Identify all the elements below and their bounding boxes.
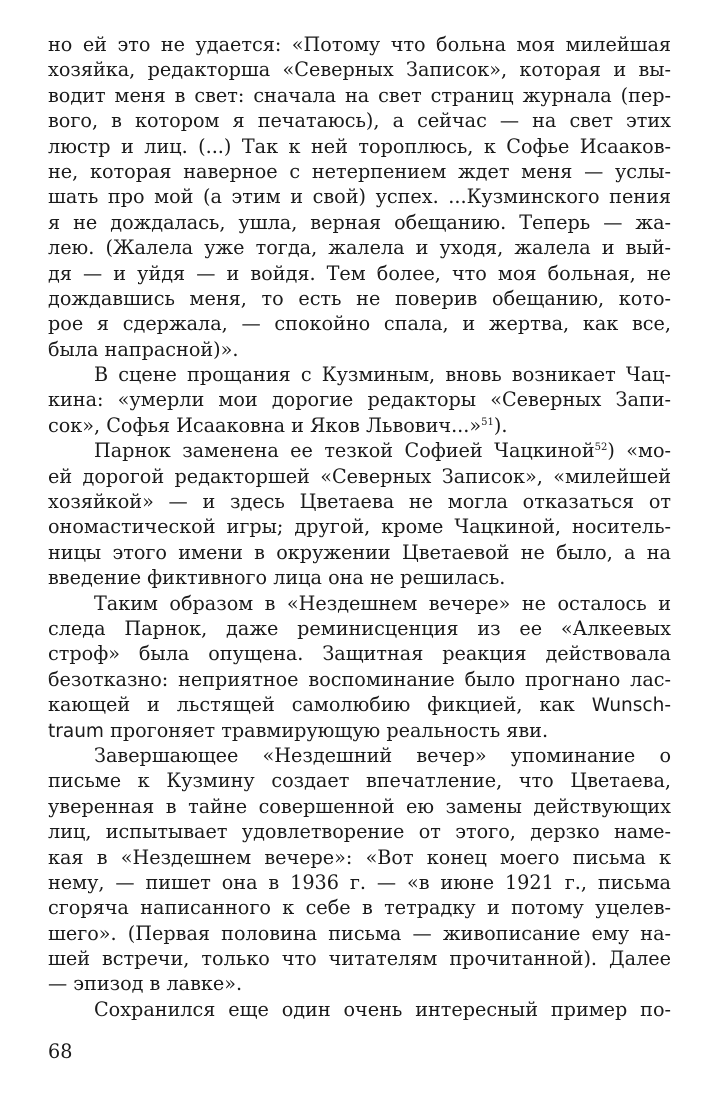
- line-tail: ).: [493, 413, 508, 437]
- line-text: хозяйкой» — и здесь Цветаева не могла отказаться от: [48, 490, 671, 514]
- text-line: [48, 895, 671, 920]
- text-line: [48, 362, 671, 387]
- text-line: [48, 616, 671, 641]
- line-text: Сохранился еще один очень интересный пример по-: [94, 997, 671, 1021]
- text-line: [48, 845, 671, 870]
- text-line: [48, 971, 671, 996]
- text-line: [48, 337, 671, 362]
- line-text: сгоряча написанного к себе в тетрадку и потому уцелев-: [48, 896, 671, 920]
- text-line: [48, 997, 671, 1022]
- line-text: шей встречи, только что читателям прочитанной). Далее: [48, 947, 671, 971]
- line-text: люстр и лиц. (...) Так к ней тороплюсь, к Софье Исааков-: [48, 134, 671, 158]
- text-line: [48, 718, 671, 743]
- line-text: кая в «Нездешнем вечере»: «Вот конец моего письма к: [48, 845, 671, 869]
- page-number: 68: [48, 1040, 73, 1063]
- line-text: письме к Кузмину создает впечатление, что Цветаева,: [48, 769, 671, 793]
- text-line: [48, 134, 671, 159]
- line-text: Завершающее «Нездешний вечер» упоминание о: [94, 743, 671, 767]
- text-line: [48, 591, 671, 616]
- text-line: [48, 489, 671, 514]
- text-line: [48, 108, 671, 133]
- text-line: [48, 57, 671, 82]
- text-line: [48, 819, 671, 844]
- footnote-marker: 52: [594, 442, 608, 454]
- line-text: была напрасной)».: [48, 337, 239, 361]
- line-text: кающей и льстящей самолюбию фикцией, как: [48, 693, 575, 717]
- text-line: [48, 387, 671, 412]
- text-line: [48, 641, 671, 666]
- text-line: [48, 692, 671, 717]
- latin-word: traum: [48, 720, 104, 742]
- line-text: строф» была опущена. Защитная реакция действовала: [48, 642, 671, 666]
- text-line: [48, 311, 671, 336]
- text-line: [48, 413, 671, 438]
- text-line: [48, 235, 671, 260]
- line-text: безотказно: неприятное воспоминание было прогнано лас-: [48, 667, 671, 691]
- latin-word: Wunsch-: [591, 695, 671, 717]
- text-line: [48, 514, 671, 539]
- line-text: шего». (Первая половина письма — живописание ему на-: [48, 921, 671, 945]
- line-text: следа Парнок, даже реминисценция из ее «Алкеевых: [48, 616, 671, 640]
- line-text: я не дождалась, ушла, верная обещанию. Теперь — жа-: [48, 210, 671, 234]
- line-text: ономастической игры; другой, кроме Чацкиной, носитель-: [48, 515, 671, 539]
- line-text: лиц, испытывает удовлетворение от этого, дерзко наме-: [48, 820, 671, 844]
- line-text: дождавшись меня, то есть не поверив обещанию, кото-: [48, 286, 671, 310]
- text-line: [48, 921, 671, 946]
- line-text: ей дорогой редакторшей «Северных Записок», «милейшей: [48, 464, 671, 488]
- text-line: [48, 565, 671, 590]
- line-text: рое я сдержала, — спокойно спала, и жертва, как все,: [48, 312, 671, 336]
- line-text: Таким образом в «Нездешнем вечере» не осталось и: [94, 591, 671, 615]
- line-text: нему, — пишет она в 1936 г. — «в июне 1921 г., письма: [48, 870, 671, 894]
- line-text: введение фиктивного лица она не решилась.: [48, 566, 506, 590]
- line-text: лею. (Жалела уже тогда, жалела и уходя, жалела и вый-: [48, 236, 671, 260]
- line-tail: ) «мо-: [607, 439, 671, 463]
- text-line: [48, 946, 671, 971]
- line-text: прогоняет травмирующую реальность яви.: [110, 718, 549, 742]
- line-text: кина: «умерли мои дорогие редакторы «Северных Запи-: [48, 388, 671, 412]
- line-text: водит меня в свет: сначала на свет страниц журнала (пер-: [48, 83, 671, 107]
- text-line: [48, 768, 671, 793]
- text-line: [48, 32, 671, 57]
- line-text: Парнок заменена ее тезкой Софией Чацкиной: [94, 439, 595, 463]
- text-line: [48, 743, 671, 768]
- text-line: [48, 794, 671, 819]
- line-text: уверенная в тайне совершенной ею замены действующих: [48, 794, 671, 818]
- text-line: [48, 286, 671, 311]
- line-text: — эпизод в лавке».: [48, 972, 243, 996]
- line-text: шать про мой (а этим и свой) успех. ...Кузминского пения: [48, 185, 671, 209]
- line-text: сок», Софья Исааковна и Яков Львович...»: [48, 413, 482, 437]
- text-line: [48, 261, 671, 286]
- line-text: но ей это не удается: «Потому что больна моя милейшая: [48, 33, 671, 56]
- footnote-marker: 51: [481, 416, 494, 428]
- line-text: вого, в котором я печатаюсь), а сейчас — на свет этих: [48, 109, 671, 133]
- text-line: [48, 210, 671, 235]
- page-body: [48, 32, 671, 1022]
- line-text: дя — и уйдя — и войдя. Тем более, что моя больная, не: [48, 261, 671, 285]
- text-line: [48, 464, 671, 489]
- text-line: [48, 83, 671, 108]
- text-line: [48, 540, 671, 565]
- line-text: ницы этого имени в окружении Цветаевой не было, а на: [48, 540, 671, 564]
- text-line: [48, 667, 671, 692]
- text-line: [48, 184, 671, 209]
- text-line: [48, 438, 671, 463]
- text-line: [48, 159, 671, 184]
- line-text: не, которая наверное с нетерпением ждет меня — услы-: [48, 159, 671, 183]
- text-line: [48, 870, 671, 895]
- line-text: хозяйка, редакторша «Северных Записок», которая и вы-: [48, 58, 671, 82]
- line-text: В сцене прощания с Кузминым, вновь возникает Чац-: [94, 363, 671, 387]
